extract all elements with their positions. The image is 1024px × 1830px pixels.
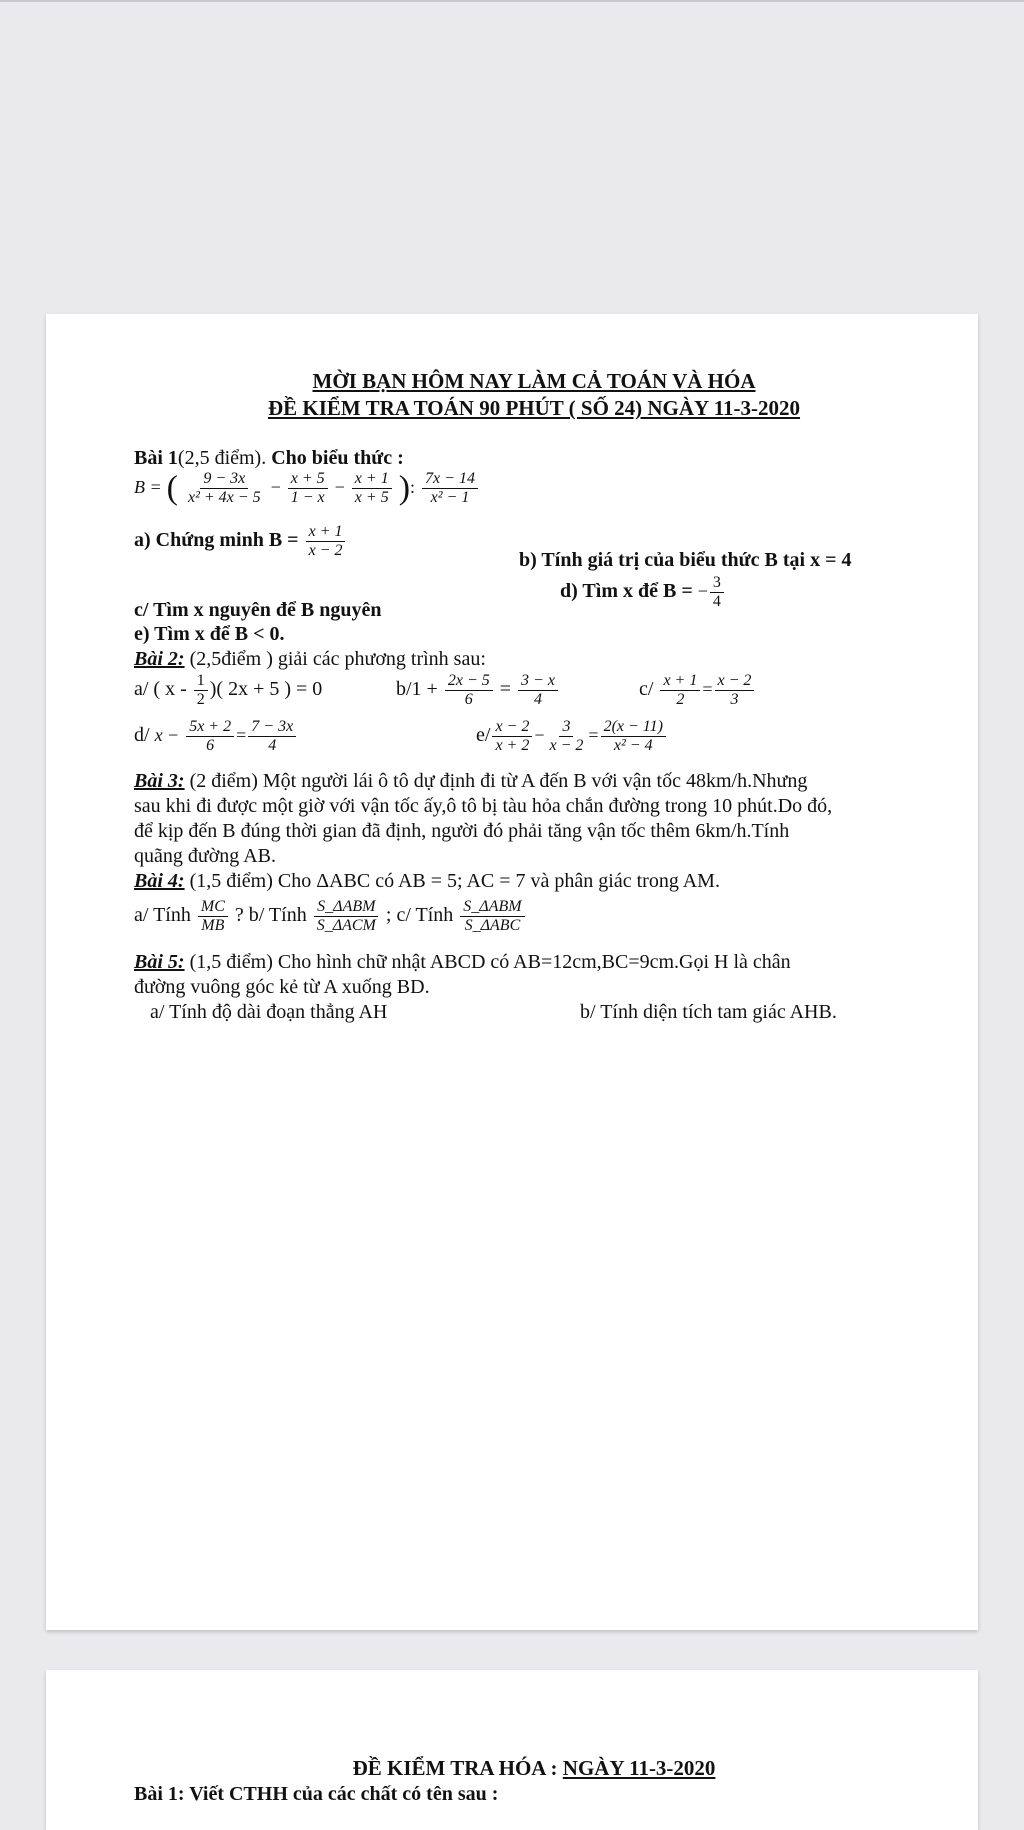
bai2-d [134,718,298,755]
bai2-b-d2: 4 [533,691,542,708]
bai3-line-1 [134,769,807,793]
bai1-e: e) Tìm x để B < 0. [134,623,285,645]
document-page-2 [46,1670,978,1830]
bai5-line-2: đường vuông góc kẻ từ A xuống BD. [134,976,430,998]
bai4-label: Bài 4: [134,870,185,892]
bai2-a [134,672,322,709]
bai1-heading [134,446,404,470]
paren-close: ) [398,469,411,507]
frac3-den: x + 5 [354,489,389,506]
top-border [0,0,1024,2]
bai2-d-pre: d/ [134,724,150,747]
bai2-e-n1: x − 2 [492,718,532,737]
bai5-l1: (1,5 điểm) Cho hình chữ nhật ABCD có AB=12cm,BC=9cm.Gọi H là chân [189,951,791,973]
bai2-b-d1: 6 [464,691,473,708]
bai2-b-n2: 3 − x [518,672,558,691]
page-title-2: ĐỀ KIỂM TRA TOÁN 90 PHÚT ( SỐ 24) NGÀY 11-3-2020 [267,396,801,420]
bai4-c-num: S_ΔABM [460,898,524,917]
bai2-a-frac [194,672,208,709]
bai1-d [560,574,726,611]
bai2-a-pre: a/ ( x - [134,678,187,701]
bai1-d-text: d) Tìm x để B = [560,580,693,603]
bai2-c-n1: x + 1 [660,672,700,691]
bai2-e-d3: x² − 4 [613,737,653,754]
bai4-c-pre: ; c/ Tính [385,904,454,927]
page2-title [134,1756,934,1780]
bai4-b-den: S_ΔACM [316,917,376,934]
bai2-c-d1: 2 [676,691,685,708]
bai2-d-frac-2 [248,718,296,755]
bai2-e-pre: e/ [476,724,491,747]
bai1-a-text: a) Chứng minh B = [134,529,299,552]
bai3-l1: (2 điểm) Một người lái ô tô dự định đi từ A đến B với vận tốc 48km/h.Nhưng [189,770,808,792]
page2-bai1: Bài 1: Viết CTHH của các chất có tên sau : [134,1783,499,1805]
bai2-a-num: 1 [194,672,208,691]
page2-title-date: NGÀY 11-3-2020 [562,1756,716,1780]
bai4-a-frac [198,898,228,935]
bai2-c-d2: 3 [730,691,739,708]
bai2-e-eq: = [588,725,599,746]
bai1-a-den: x − 2 [308,542,343,559]
bai2-e-n2: 3 [559,718,573,737]
minus-sign: − [270,477,281,498]
bai2-e-n3: 2(x − 11) [601,718,666,737]
formula-frac-4 [422,470,478,507]
bai1-b: b) Tính giá trị của biểu thức B tại x = 4 [519,549,852,571]
bai2-d-n1: 5x + 2 [186,718,234,737]
bai2-d-d1: 6 [206,737,215,754]
bai5-label: Bài 5: [134,951,185,973]
bai5-b: b/ Tính diện tích tam giác AHB. [580,1001,837,1023]
bai2-b-frac-1 [445,672,493,709]
bai2-d-x: x − [154,725,180,746]
formula-frac-3 [352,470,392,507]
formula-lhs: B = [134,477,162,498]
bai1-formula [134,470,480,507]
bai2-c [639,672,756,709]
bai1-d-den: 4 [712,593,721,610]
bai2-b-eq: = [499,678,512,701]
bai1-d-frac [710,574,724,611]
bai4-b-num: S_ΔABM [314,898,378,917]
paren-open: ( [166,469,178,507]
formula-frac-1 [185,470,264,507]
document-page-1 [46,314,978,1630]
bai1-a-frac [306,523,346,560]
bai2-e-frac-2 [547,718,587,755]
bai2-d-frac-1 [186,718,234,755]
bai5-a: a/ Tính độ dài đoạn thẳng AH [150,1001,388,1023]
formula-frac-2 [288,470,328,507]
bai2-e-minus: − [534,725,545,746]
bai2-b-n1: 2x − 5 [445,672,493,691]
bai3-line-2: sau khi đi được một giờ với vận tốc ấy,ô tô bị tàu hỏa chắn đường trong 10 phút.Do đó, [134,795,833,817]
bai2-c-eq: = [702,679,713,700]
bai1-a-num: x + 1 [306,523,346,542]
frac1-num: 9 − 3x [200,470,248,489]
bai2-c-frac-1 [660,672,700,709]
bai2-e [476,718,668,755]
bai1-c: c/ Tìm x nguyên để B nguyên [134,599,382,621]
bai4-c-den: S_ΔABC [464,917,521,934]
bai2-c-n2: x − 2 [715,672,755,691]
bai1-d-sign: − [697,581,708,602]
bai2-b [396,672,560,709]
bai2-a-post: )( 2x + 5 ) = 0 [209,678,323,701]
page2-title-pre: ĐỀ KIỂM TRA HÓA : [352,1756,558,1780]
bai1-a [134,523,347,560]
bai2-b-pre: b/1 + [396,678,438,701]
bai1-points: (2,5 điểm). [177,447,267,469]
bai1-intro: Cho biểu thức : [271,447,404,469]
bai3-label: Bài 3: [134,770,185,792]
bai5-line-1 [134,950,791,974]
frac4-den: x² − 1 [430,489,470,506]
bai1-d-num: 3 [710,574,724,593]
bai2-b-frac-2 [518,672,558,709]
bai4-a-num: MC [198,898,228,917]
frac3-num: x + 1 [352,470,392,489]
frac1-den: x² + 4x − 5 [187,489,261,506]
bai2-e-frac-3 [601,718,666,755]
bai2-d-n2: 7 − 3x [248,718,296,737]
bai2-e-d1: x + 2 [495,737,530,754]
bai4-a-den: MB [201,917,225,934]
bai4-a-pre: a/ Tính [134,904,191,927]
page-title-1: MỜI BẠN HÔM NAY LÀM CẢ TOÁN VÀ HÓA [312,369,756,393]
bai4-heading [134,869,720,893]
bai2-e-d2: x − 2 [549,737,584,754]
frac4-num: 7x − 14 [422,470,478,489]
bai2-c-pre: c/ [639,678,654,701]
bai3-line-3: để kịp đến B đúng thời gian đã định, người đó phải tăng vận tốc thêm 6km/h.Tính [134,820,790,842]
bai2-text: (2,5điểm ) giải các phương trình sau: [189,648,486,670]
bai2-e-frac-1 [492,718,532,755]
bai1-label: Bài 1 [134,447,178,469]
frac2-num: x + 5 [288,470,328,489]
bai2-c-frac-2 [715,672,755,709]
bai4-parts [134,898,527,935]
bai4-c-frac [460,898,524,935]
bai2-a-den: 2 [196,691,205,708]
bai2-d-d2: 4 [268,737,277,754]
minus-sign: − [334,477,345,498]
bai2-label: Bài 2: [134,648,185,670]
frac2-den: 1 − x [290,489,325,506]
bai2-d-eq: = [236,725,247,746]
colon-sign: : [410,477,416,498]
bai2-heading [134,647,486,671]
bai4-text: (1,5 điểm) Cho ΔABC có AB = 5; AC = 7 và phân giác trong AM. [189,870,720,892]
bai4-b-frac [314,898,379,935]
bai4-b-pre: ? b/ Tính [234,904,307,927]
bai3-line-4: quãng đường AB. [134,845,276,867]
